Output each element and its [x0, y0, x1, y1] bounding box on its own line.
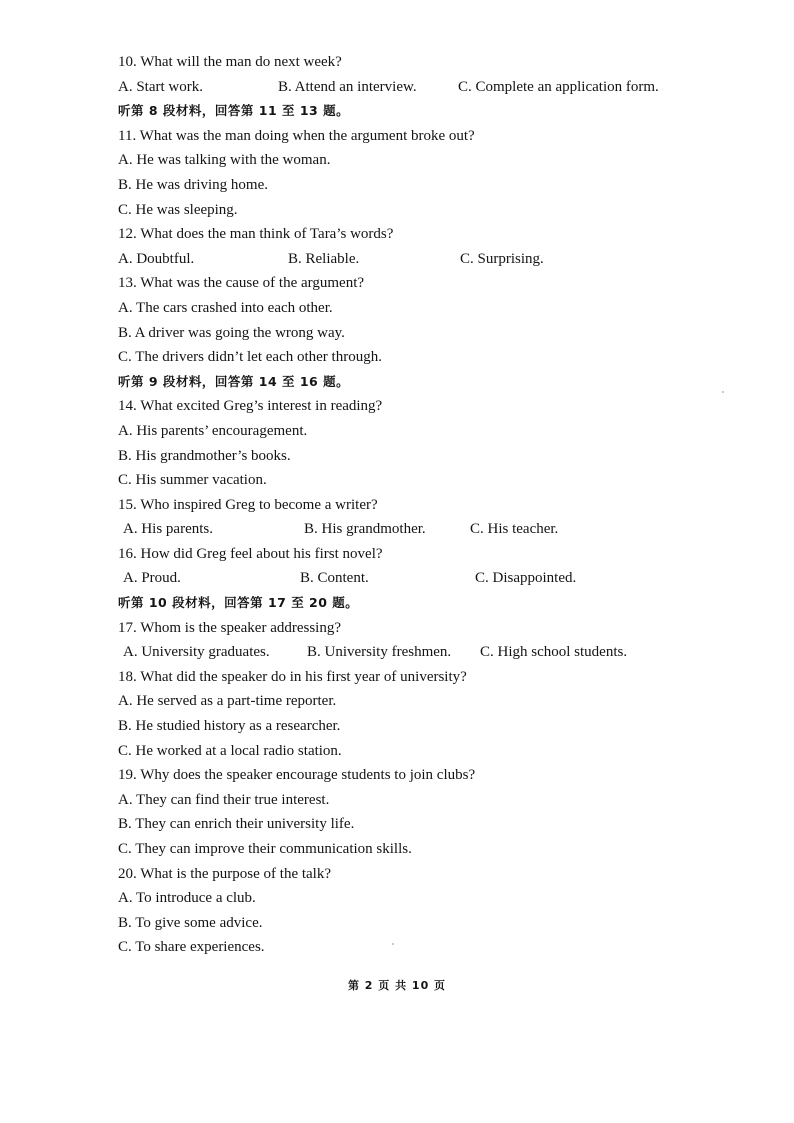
- option-b: B. He was driving home.: [118, 176, 268, 193]
- option-c: C. They can improve their communication skills.: [118, 841, 412, 857]
- option-b: B. Content.: [300, 570, 369, 587]
- question-20: 20. What is the purpose of the talk?: [118, 865, 332, 882]
- option-b: B. To give some advice.: [118, 914, 263, 931]
- option-c: C. To share experiences.: [118, 939, 265, 956]
- options-row-16: [118, 566, 758, 591]
- option-a: A. To introduce a club.: [118, 890, 256, 907]
- option-a: A. Start work.: [118, 78, 203, 95]
- question-16: 16. How did Greg feel about his first novel?: [118, 545, 383, 562]
- section-instruction-9: 听第 9 段材料，回答第 14 至 16 题。: [118, 373, 350, 389]
- option-a: A. Proud.: [123, 570, 181, 587]
- option-c: C. He was sleeping.: [118, 201, 238, 218]
- option-a: A. They can find their true interest.: [118, 791, 330, 808]
- option-a: A. The cars crashed into each other.: [118, 299, 333, 316]
- option-b: B. He studied history as a researcher.: [118, 718, 341, 735]
- options-row-15: [118, 517, 758, 542]
- section-instruction-8: 听第 8 段材料，回答第 11 至 13 题。: [118, 103, 350, 119]
- options-row-12: [118, 247, 758, 272]
- option-c: C. His teacher.: [470, 521, 559, 538]
- option-b: B. University freshmen.: [307, 644, 452, 661]
- question-14: 14. What excited Greg’s interest in reading?: [118, 398, 383, 415]
- question-11: 11. What was the man doing when the argument broke out?: [118, 127, 475, 144]
- option-a: A. University graduates.: [123, 644, 270, 661]
- option-b: B. His grandmother’s books.: [118, 447, 291, 464]
- question-13: 13. What was the cause of the argument?: [118, 275, 365, 292]
- option-b: B. Attend an interview.: [278, 78, 417, 95]
- options-row-17: [118, 640, 758, 665]
- option-a: A. He served as a part-time reporter.: [118, 693, 337, 710]
- question-12: 12. What does the man think of Tara’s words?: [118, 226, 394, 243]
- scan-speck: [392, 943, 394, 945]
- option-a: A. His parents.: [123, 521, 213, 538]
- question-15: 15. Who inspired Greg to become a writer?: [118, 496, 378, 513]
- option-b: B. They can enrich their university life.: [118, 816, 355, 833]
- question-18: 18. What did the speaker do in his first year of university?: [118, 668, 467, 685]
- option-c: C. High school students.: [480, 644, 628, 661]
- scan-speck: [722, 391, 724, 393]
- question-19: 19. Why does the speaker encourage students to join clubs?: [118, 767, 476, 784]
- option-c: C. The drivers didn’t let each other through.: [118, 349, 382, 366]
- option-c: C. Surprising.: [460, 250, 544, 267]
- option-b: B. A driver was going the wrong way.: [118, 324, 345, 341]
- option-c: C. Complete an application form.: [458, 78, 659, 95]
- option-a: A. His parents’ encouragement.: [118, 422, 308, 439]
- option-c: C. He worked at a local radio station.: [118, 742, 342, 759]
- option-b: B. His grandmother.: [304, 521, 426, 538]
- option-c: C. His summer vacation.: [118, 472, 267, 489]
- question-17: 17. Whom is the speaker addressing?: [118, 619, 342, 636]
- question-content: [118, 50, 758, 960]
- page-number-footer: 第 2 页 共 10 页: [347, 979, 447, 992]
- option-c: C. Disappointed.: [475, 570, 577, 587]
- option-a: A. He was talking with the woman.: [118, 152, 331, 169]
- question-10: 10. What will the man do next week?: [118, 54, 342, 70]
- options-row-10: [118, 75, 758, 100]
- section-instruction-10: 听第 10 段材料，回答第 17 至 20 题。: [118, 595, 359, 611]
- option-a: A. Doubtful.: [118, 250, 195, 267]
- option-b: B. Reliable.: [288, 250, 360, 267]
